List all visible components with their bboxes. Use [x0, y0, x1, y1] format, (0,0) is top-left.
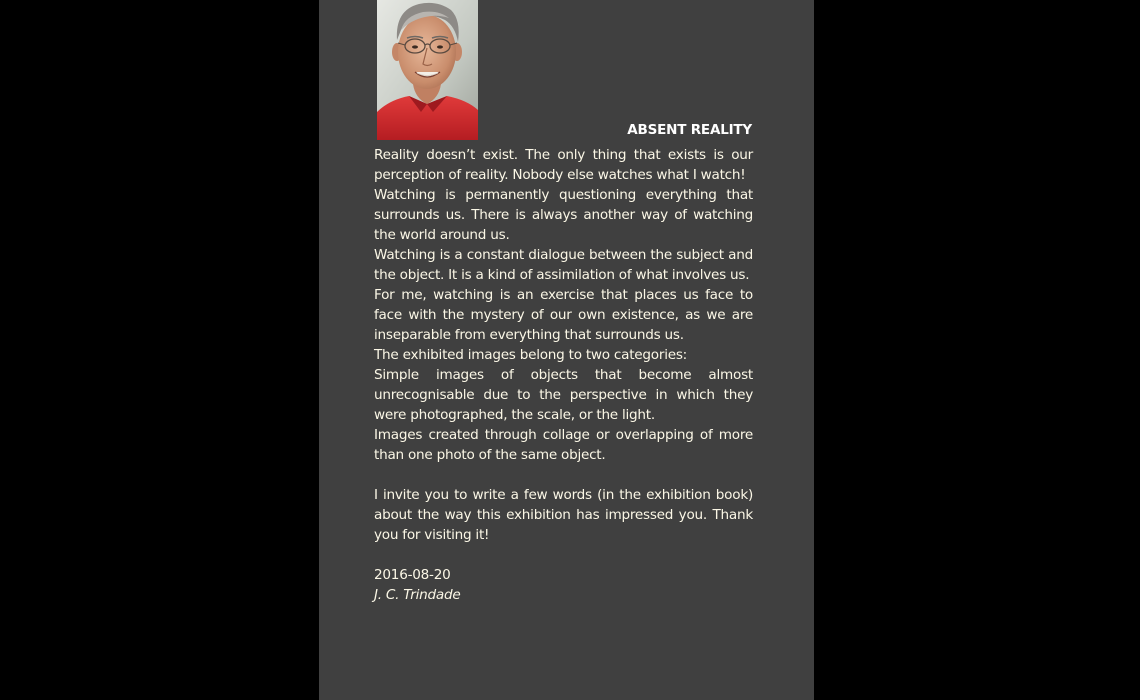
paragraph-collage-images: Images created through collage or overlapping of more than one photo of the same object.: [374, 427, 753, 463]
signature-author: J. C. Trindade: [374, 587, 461, 603]
portrait-photo-icon: [377, 0, 478, 140]
paragraph-questioning: Watching is permanently questioning everything that surrounds us. There is always another way of watching the world around us.: [374, 187, 753, 243]
exhibition-panel: [319, 0, 814, 700]
signature-date: 2016-08-20: [374, 567, 451, 583]
paragraph-reality: Reality doesn’t exist. The only thing that exists is our perception of reality. Nobody else watches what I watch!: [374, 147, 753, 183]
paragraph-invitation: I invite you to write a few words (in the exhibition book) about the way this exhibition has impressed you. Thank you for visiting it!: [374, 487, 753, 543]
spacer: [374, 545, 753, 565]
spacer: [374, 465, 753, 485]
paragraph-simple-images: Simple images of objects that become almost unrecognisable due to the perspective in which they were photographed, the scale, or the light.: [374, 367, 753, 423]
author-portrait: [377, 0, 478, 140]
paragraph-exercise: For me, watching is an exercise that places us face to face with the mystery of our own existence, as we are inseparable from everything that surrounds us.: [374, 287, 753, 343]
paragraph-categories: The exhibited images belong to two categories:: [374, 347, 687, 363]
exhibition-title: ABSENT REALITY: [627, 122, 752, 138]
paragraph-dialogue: Watching is a constant dialogue between the subject and the object. It is a kind of assimilation of what involves us.: [374, 247, 753, 283]
statement-text: [374, 145, 753, 605]
